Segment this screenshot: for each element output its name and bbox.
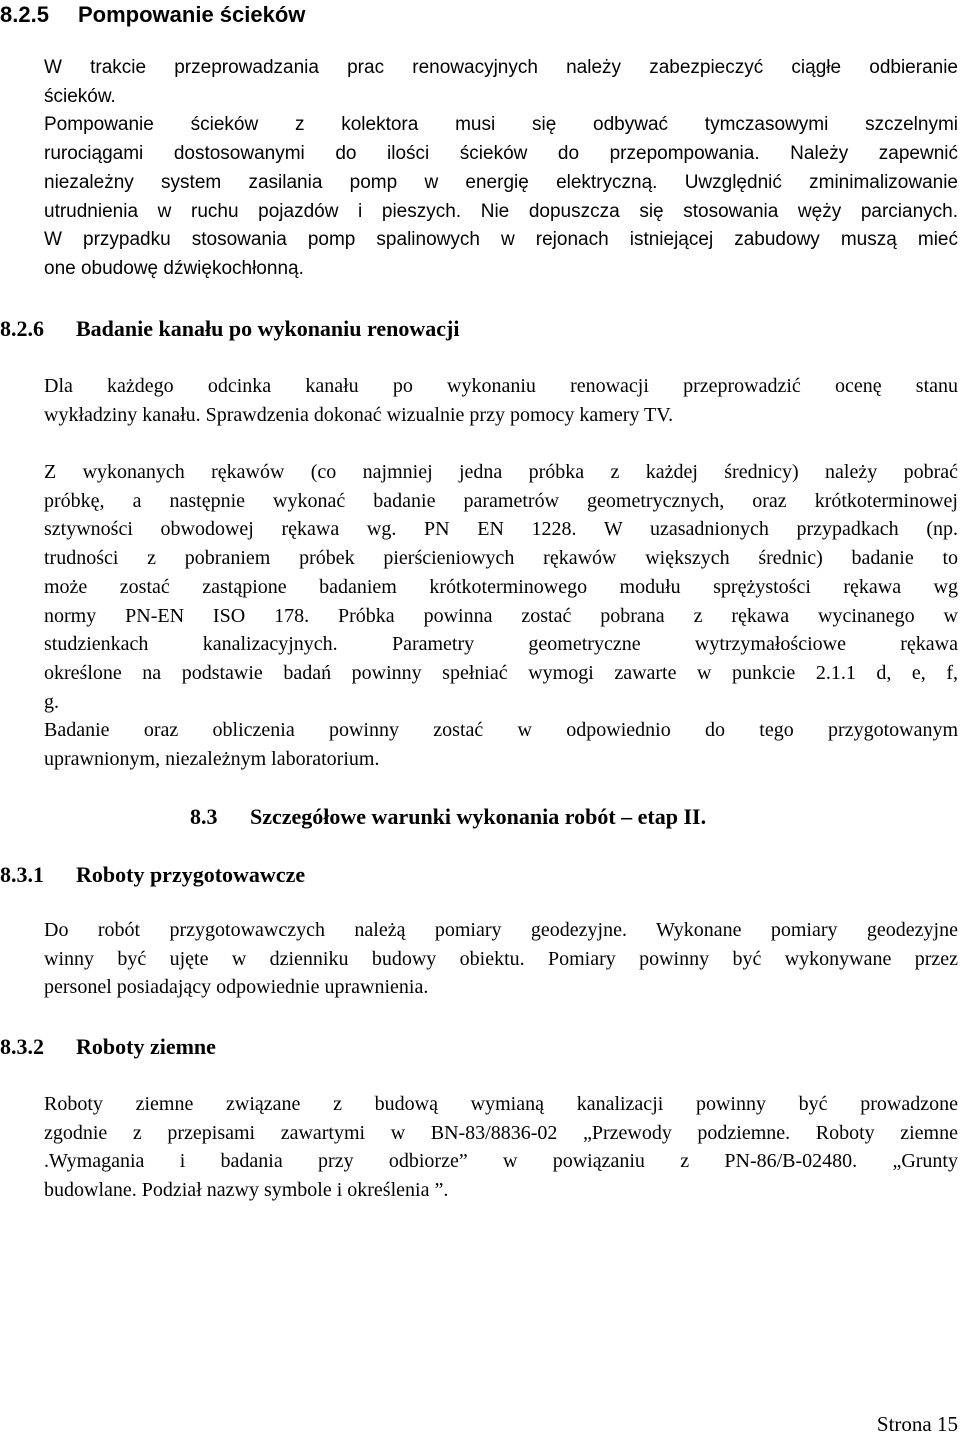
paragraph-line: rurociągami dostosowanymi do ilości ścieków do przepompowania. Należy zapewnić xyxy=(44,143,958,165)
paragraph-line: winny być ujęte w dzienniku budowy obiektu. Pomiary powinny być wykonywane przez xyxy=(44,947,958,970)
section-number: 8.3 xyxy=(190,804,218,829)
section-title: Roboty ziemne xyxy=(76,1034,216,1059)
paragraph-line: Badanie oraz obliczenia powinny zostać w odpowiednio do tego przygotowanym xyxy=(44,719,958,742)
section-number: 8.3.2 xyxy=(0,1034,44,1059)
section-heading-8-2-6 xyxy=(0,316,459,342)
paragraph-line: Do robót przygotowawczych należą pomiary geodezyjne. Wykonane pomiary geodezyjne xyxy=(44,919,958,941)
paragraph-line: określone na podstawie badań powinny spełniać wymogi zawarte w punkcie 2.1.1 d, e, f, xyxy=(44,661,958,684)
section-number: 8.2.6 xyxy=(0,316,44,341)
paragraph-line: może zostać zastąpione badaniem krótkoterminowego modułu sprężystości rękawa wg xyxy=(44,575,958,598)
paragraph-line: ścieków. xyxy=(44,85,116,107)
paragraph-line: uprawnionym, niezależnym laboratorium. xyxy=(44,748,380,771)
paragraph-line: g. xyxy=(44,690,59,713)
paragraph-line: Dla każdego odcinka kanału po wykonaniu renowacji przeprowadzić ocenę stanu xyxy=(44,375,958,397)
section-number: 8.2.5 xyxy=(0,2,49,27)
paragraph-line: sztywności obwodowej rękawa wg. PN EN 1228. W uzasadnionych przypadkach (np. xyxy=(44,518,958,541)
paragraph-line: one obudowę dźwiękochłonną. xyxy=(44,257,304,279)
paragraph-line: Roboty ziemne związane z budową wymianą kanalizacji powinny być prowadzone xyxy=(44,1093,958,1115)
section-title: Roboty przygotowawcze xyxy=(76,862,306,887)
paragraph-line: próbkę, a następnie wykonać badanie parametrów geometrycznych, oraz krótkoterminowej xyxy=(44,489,958,512)
paragraph-line: utrudnienia w ruchu pojazdów i pieszych. Nie dopuszcza się stosowania węży parcianych. xyxy=(44,200,958,222)
paragraph-line: .Wymagania i badania przy odbiorze” w powiązaniu z PN-86/B-02480. „Grunty xyxy=(44,1150,958,1173)
paragraph-roboty-przygotowawcze xyxy=(44,916,958,1002)
section-title: Szczegółowe warunki wykonania robót – etap II. xyxy=(250,804,707,829)
paragraph-line: zgodnie z przepisami zawartymi w BN-83/8836-02 „Przewody podziemne. Roboty ziemne xyxy=(44,1121,958,1144)
paragraph-line: W trakcie przeprowadzania prac renowacyjnych należy zabezpieczyć ciągłe odbieranie xyxy=(44,57,958,78)
paragraph-badanie-probki xyxy=(44,458,958,774)
paragraph-badanie-ocena xyxy=(44,372,958,429)
paragraph-pompowanie xyxy=(44,54,958,284)
paragraph-line: niezależny system zasilania pomp w energię elektryczną. Uwzględnić zminimalizowanie xyxy=(44,171,958,193)
section-number: 8.3.1 xyxy=(0,862,44,887)
paragraph-line: W przypadku stosowania pomp spalinowych w rejonach istniejącej zabudowy muszą mieć xyxy=(44,229,958,251)
section-heading-8-3 xyxy=(190,804,706,830)
section-heading-8-3-2 xyxy=(0,1034,216,1060)
page-number: Strona 15 xyxy=(876,1412,958,1436)
paragraph-line: budowlane. Podział nazwy symbole i określenia ”. xyxy=(44,1179,449,1202)
paragraph-line: normy PN-EN ISO 178. Próbka powinna zostać pobrana z rękawa wycinanego w xyxy=(44,604,958,627)
paragraph-line: Z wykonanych rękawów (co najmniej jedna próbka z każdej średnicy) należy pobrać xyxy=(44,461,958,483)
paragraph-line: studzienkach kanalizacyjnych. Parametry geometryczne wytrzymałościowe rękawa xyxy=(44,633,958,656)
section-heading-8-2-5 xyxy=(0,2,305,28)
paragraph-roboty-ziemne xyxy=(44,1090,958,1205)
paragraph-line: wykładziny kanału. Sprawdzenia dokonać wizualnie przy pomocy kamery TV. xyxy=(44,403,674,426)
section-title: Badanie kanału po wykonaniu renowacji xyxy=(76,316,460,341)
paragraph-line: trudności z pobraniem próbek pierścieniowych rękawów większych średnic) badanie to xyxy=(44,547,958,570)
paragraph-line: Pompowanie ścieków z kolektora musi się odbywać tymczasowymi szczelnymi xyxy=(44,114,958,136)
section-title: Pompowanie ścieków xyxy=(78,2,306,27)
paragraph-line: personel posiadający odpowiednie uprawnienia. xyxy=(44,976,429,999)
section-heading-8-3-1 xyxy=(0,862,305,888)
